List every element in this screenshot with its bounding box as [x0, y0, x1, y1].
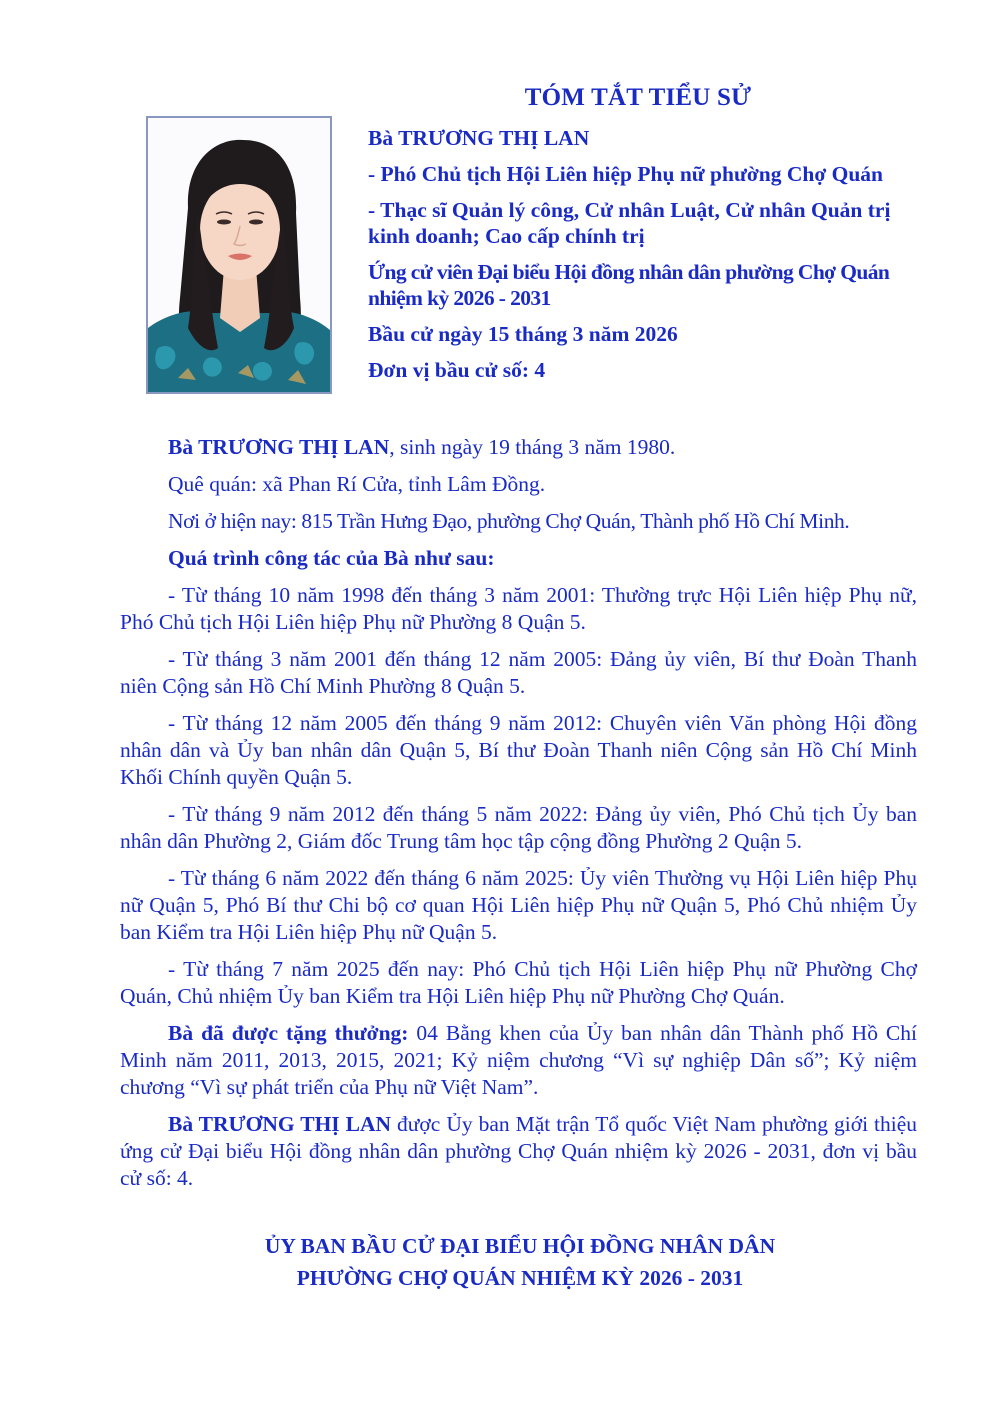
candidate-summary [368, 125, 913, 393]
awards-label: Bà đã được tặng thưởng: [168, 1021, 409, 1045]
career-item: - Từ tháng 7 năm 2025 đến nay: Phó Chủ tịch Hội Liên hiệp Phụ nữ Phường Chợ Quán, Chủ nhiệm Ủy ban Kiểm tra Hội Liên hiệp Phụ nữ Phường Chợ Quán. [120, 957, 917, 1008]
career-heading: Quá trình công tác của Bà như sau: [168, 546, 495, 570]
career-item: - Từ tháng 10 năm 1998 đến tháng 3 năm 2001: Thường trực Hội Liên hiệp Phụ nữ, Phó Chủ tịch Hội Liên hiệp Phụ nữ Phường 8 Quận 5. [120, 583, 917, 634]
nomination [120, 1111, 917, 1192]
biography-body [120, 434, 917, 1202]
birth-info [120, 434, 917, 461]
hometown: Quê quán: xã Phan Rí Cửa, tỉnh Lâm Đồng. [168, 472, 546, 496]
election-date: Bầu cử ngày 15 tháng 3 năm 2026 [368, 322, 678, 346]
nomination-name: Bà TRƯƠNG THỊ LAN [168, 1112, 392, 1136]
career-item: - Từ tháng 6 năm 2022 đến tháng 6 năm 2025: Ủy viên Thường vụ Hội Liên hiệp Phụ nữ Quận 5, Phó Bí thư Chi bộ cơ quan Hội Liên hiệp Phụ nữ Quận 5, Phó Chủ nhiệm Ủy ban Kiểm tra Hội Liên hiệp Phụ nữ Quận 5. [120, 866, 917, 944]
portrait-photo [146, 116, 332, 394]
issuing-committee [200, 1230, 840, 1294]
candidate-education: - Thạc sĩ Quản lý công, Cử nhân Luật, Cử nhân Quản trị kinh doanh; Cao cấp chính trị [368, 198, 891, 248]
document-title: TÓM TẮT TIỂU SỬ [524, 84, 752, 111]
candidate-candidacy: Ứng cử viên Đại biểu Hội đồng nhân dân phường Chợ Quán nhiệm kỳ 2026 - 2031 [368, 260, 890, 310]
awards [120, 1020, 917, 1101]
residence: Nơi ở hiện nay: 815 Trần Hưng Đạo, phường Chợ Quán, Thành phố Hồ Chí Minh. [168, 509, 850, 533]
awards-text: 04 Bằng khen của Ủy ban nhân dân Thành phố Hồ Chí Minh năm 2011, 2013, 2015, 2021; Kỷ niệm chương “Vì sự nghiệp Dân số”; Kỷ niệm chương “Vì sự phát triển của Phụ nữ Việt Nam”. [120, 1021, 917, 1099]
committee-line-2: PHƯỜNG CHỢ QUÁN NHIỆM KỲ 2026 - 2031 [296, 1266, 744, 1290]
candidate-position: - Phó Chủ tịch Hội Liên hiệp Phụ nữ phường Chợ Quán [368, 162, 884, 186]
portrait-image-icon [148, 118, 330, 392]
constituency-number: Đơn vị bầu cử số: 4 [368, 358, 546, 382]
career-item: - Từ tháng 12 năm 2005 đến tháng 9 năm 2012: Chuyên viên Văn phòng Hội đồng nhân dân và Ủy ban nhân dân Quận 5, Bí thư Đoàn Thanh niên Cộng sản Hồ Chí Minh Khối Chính quyền Quận 5. [120, 711, 917, 789]
committee-line-1: ỦY BAN BẦU CỬ ĐẠI BIỂU HỘI ĐỒNG NHÂN DÂN [264, 1234, 776, 1258]
bio-name: Bà TRƯƠNG THỊ LAN [168, 435, 390, 459]
career-item: - Từ tháng 3 năm 2001 đến tháng 12 năm 2005: Đảng ủy viên, Bí thư Đoàn Thanh niên Cộng sản Hồ Chí Minh Phường 8 Quận 5. [120, 647, 917, 698]
nomination-text: được Ủy ban Mặt trận Tổ quốc Việt Nam phường giới thiệu ứng cử Đại biểu Hội đồng nhân dân phường Chợ Quán nhiệm kỳ 2026 - 2031, đơn vị bầu cử số: 4. [120, 1112, 918, 1190]
career-item: - Từ tháng 9 năm 2012 đến tháng 5 năm 2022: Đảng ủy viên, Phó Chủ tịch Ủy ban nhân dân Phường 2, Giám đốc Trung tâm học tập cộng đồng Phường 2 Quận 5. [120, 802, 917, 853]
birth-date: , sinh ngày 19 tháng 3 năm 1980. [389, 435, 676, 459]
candidate-name: Bà TRƯƠNG THỊ LAN [368, 126, 590, 150]
